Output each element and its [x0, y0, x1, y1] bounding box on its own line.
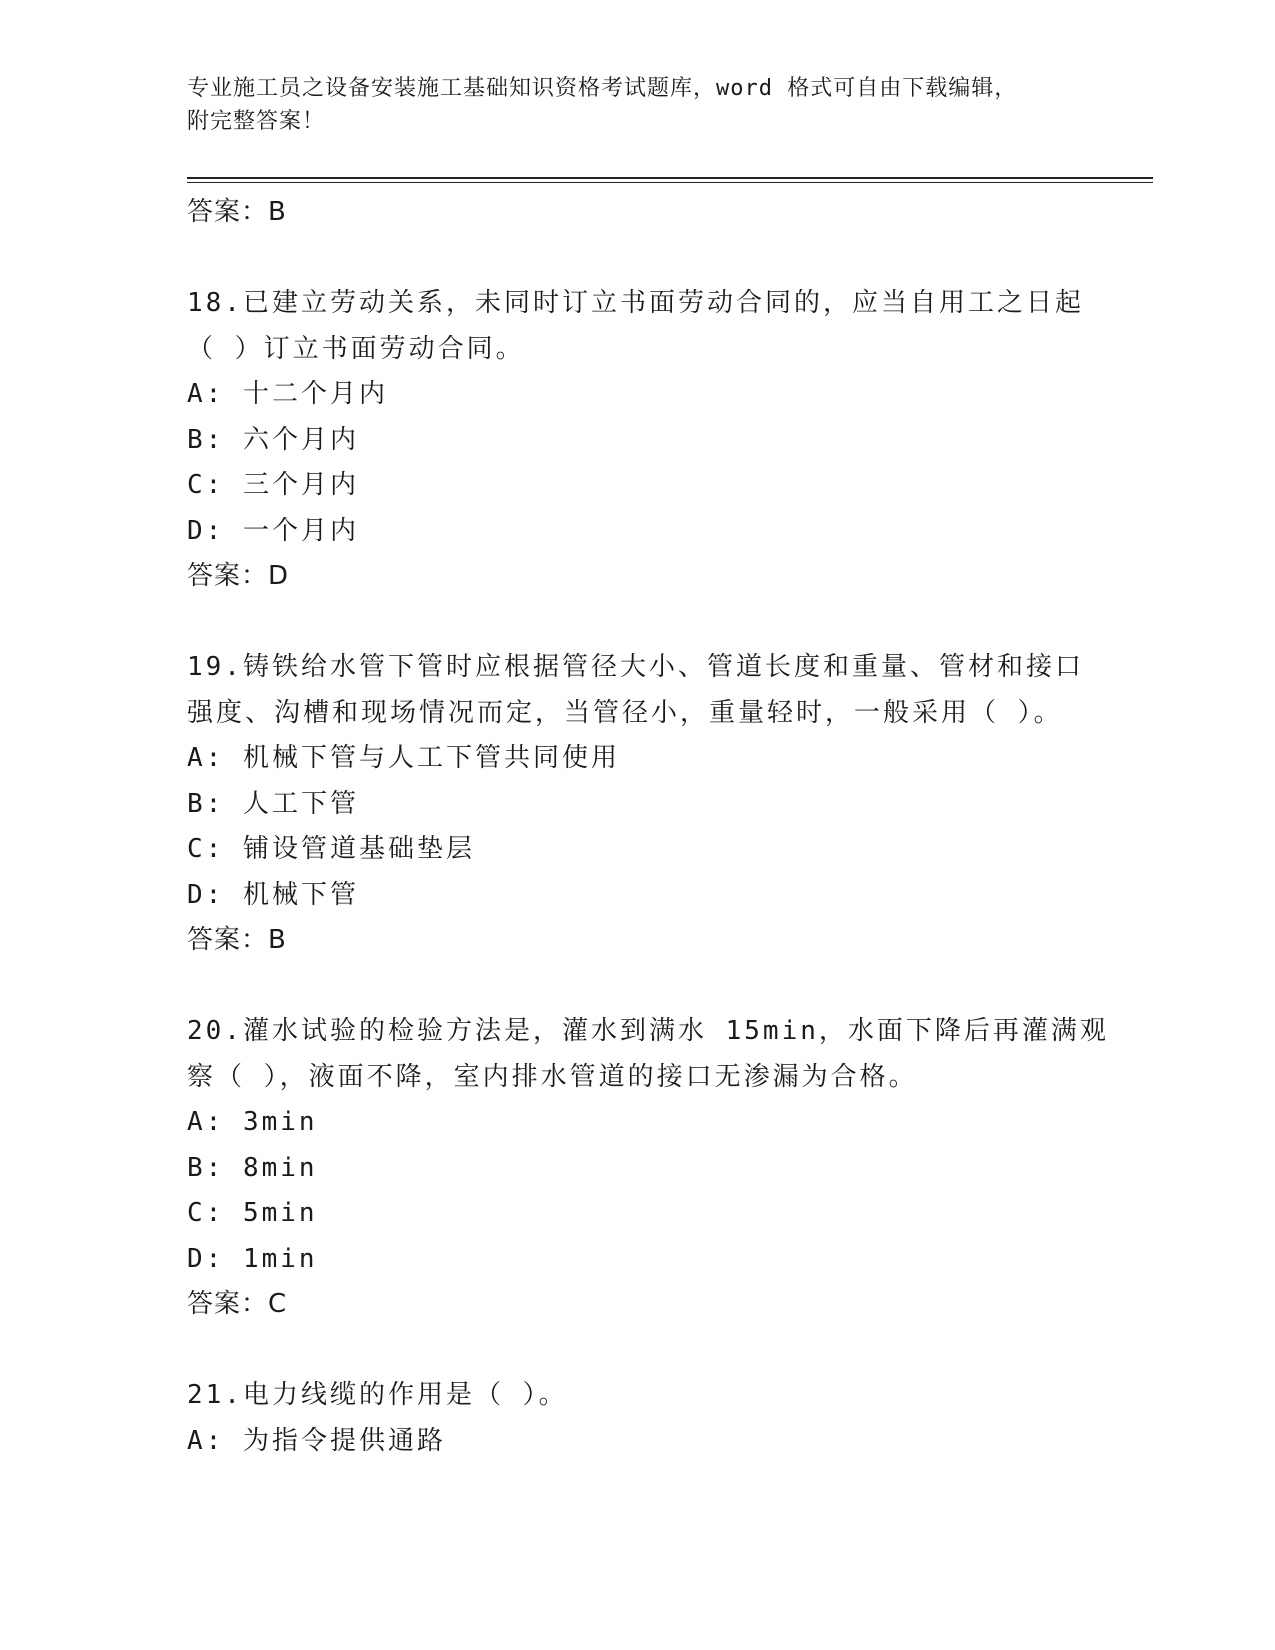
question-stem: 20.灌水试验的检验方法是，灌水到满水 15min，水面下降后再灌满观	[187, 1016, 1109, 1046]
question-stem: 察（ ），液面不降，室内排水管道的接口无渗漏为合格。	[187, 1061, 918, 1092]
option-c: C: 5min	[187, 1198, 318, 1228]
answer-line: 答案：D	[187, 561, 290, 591]
option-b: B: 六个月内	[187, 424, 359, 455]
option-c: C: 铺设管道基础垫层	[187, 834, 475, 864]
question-stem: 21.电力线缆的作用是（ ）。	[187, 1380, 568, 1410]
option-a: A: 为指令提供通路	[187, 1425, 446, 1456]
header-line-1: 专业施工员之设备安装施工基础知识资格考试题库，word 格式可自由下载编辑，	[187, 76, 1018, 101]
option-d: D: 一个月内	[187, 515, 359, 546]
spacer	[187, 1328, 1087, 1374]
spacer	[187, 236, 1087, 282]
option-c: C: 三个月内	[187, 470, 359, 500]
option-d: D: 机械下管	[187, 879, 359, 910]
header-line-2: 附完整答案！	[187, 109, 326, 134]
question-stem: 强度、沟槽和现场情况而定，当管径小，重量轻时，一般采用（ ）。	[187, 697, 1063, 728]
header-divider	[187, 177, 1153, 179]
answer-line: 答案：B	[187, 925, 287, 955]
question-stem: （ ）订立书面劳动合同。	[187, 333, 525, 364]
spacer	[187, 964, 1087, 1010]
question-18	[187, 281, 1087, 600]
option-d: D: 1min	[187, 1243, 318, 1274]
spacer	[187, 600, 1087, 646]
header-divider-thin	[187, 182, 1153, 183]
question-stem: 18.已建立劳动关系，未同时订立书面劳动合同的，应当自用工之日起	[187, 288, 1084, 318]
option-b: B: 8min	[187, 1152, 318, 1183]
question-stem: 19.铸铁给水管下管时应根据管径大小、管道长度和重量、管材和接口	[187, 652, 1084, 682]
option-a: A: 3min	[187, 1107, 318, 1137]
question-20	[187, 1009, 1109, 1328]
document-header	[187, 72, 1067, 138]
question-21	[187, 1373, 1087, 1464]
answer-line: 答案：C	[187, 1289, 288, 1319]
answer-line: 答案：B	[187, 197, 287, 227]
option-a: A: 十二个月内	[187, 379, 388, 409]
question-19	[187, 645, 1087, 964]
question-list	[187, 190, 1109, 1464]
option-a: A: 机械下管与人工下管共同使用	[187, 743, 620, 773]
option-b: B: 人工下管	[187, 788, 359, 819]
